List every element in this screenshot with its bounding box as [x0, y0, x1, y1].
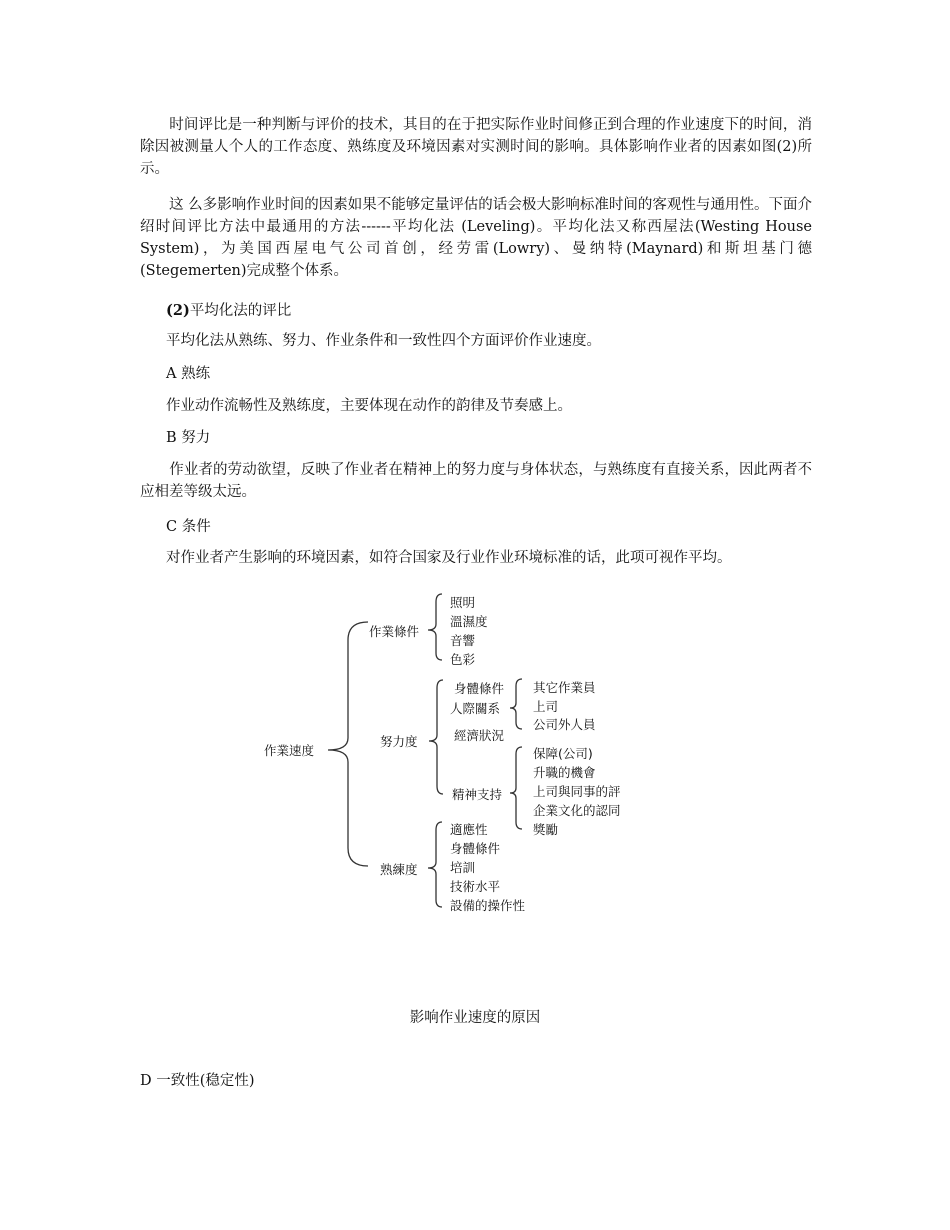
condition-item: 溫濕度	[450, 614, 488, 629]
spirit-item: 上司與同事的評	[533, 784, 621, 799]
paragraph-conditions: 对作业者产生影响的环境因素，如符合国家及行业作业环境标准的话，此项可视作平均。	[166, 550, 732, 566]
spirit-item: 保障(公司)	[533, 746, 593, 761]
heading-d-consistency: D 一致性(稳定性)	[140, 1073, 255, 1089]
paragraph-effort: 作业者的劳动欲望，反映了作业者在精神上的努力度与身体状态，与熟练度有直接关系，因此两者不应相差等级太远。	[140, 462, 812, 500]
condition-item: 照明	[450, 595, 476, 610]
paragraph-four-aspects: 平均化法从熟练、努力、作业条件和一致性四个方面评价作业速度。	[166, 333, 601, 349]
paragraph-skill: 作业动作流畅性及熟练度，主要体现在动作的韵律及节奏感上。	[166, 398, 572, 414]
spirit-item: 獎勵	[533, 822, 559, 837]
figure-caption: 影响作业速度的原因	[409, 1010, 541, 1026]
relations-bracket	[510, 679, 522, 729]
spirit-item: 企業文化的認同	[533, 803, 621, 818]
spirit-item: 升職的機會	[533, 765, 596, 780]
economy-label: 經濟狀況	[454, 728, 505, 743]
paragraph-time-rating: 时间评比是一种判断与评价的技术，其目的在于把实际作业时间修正到合理的作业速度下的时间，消除因被测量人个人的工作态度、熟练度及环境因素对实测时间的影响。具体影响作业者的因素如图(2)所示。	[140, 117, 812, 177]
heading-a-skill: A 熟练	[166, 366, 211, 382]
effort-bracket	[429, 680, 443, 794]
skill-label: 熟練度	[380, 862, 418, 877]
paragraph-leveling-intro: 这 么多影响作业时间的因素如果不能够定量评估的话会极大影响标准时间的客观性与通用性。下面介绍时间评比方法中最通用的方法------平均化法 (Leveling)。平均化法又称西屋法(Westing House System)，为美国西屋电气公司首创，经劳雷(Lowry)、曼纳特(Maynard)和斯坦基门德(Stegemerten)完成整个体系。	[140, 197, 812, 279]
relations-item: 其它作業員	[533, 680, 596, 695]
conditions-bracket	[428, 594, 442, 660]
main-bracket	[328, 622, 368, 866]
spirit-bracket	[510, 747, 522, 829]
relations-item: 公司外人員	[533, 717, 596, 732]
heading-c-conditions: C 条件	[166, 519, 211, 535]
effort-label: 努力度	[380, 734, 418, 749]
relations-item: 上司	[533, 699, 559, 714]
skill-bracket	[428, 822, 442, 907]
skill-item: 身體條件	[450, 841, 501, 856]
condition-item: 音響	[450, 633, 476, 648]
section-number: (2)	[166, 302, 190, 319]
spirit-label: 精神支持	[452, 787, 503, 802]
root-label: 作業速度	[264, 743, 315, 758]
skill-item: 技術水平	[450, 879, 501, 894]
relations-label: 人際關系	[450, 701, 501, 716]
condition-item: 色彩	[450, 652, 476, 667]
skill-item: 培訓	[450, 860, 476, 875]
work-conditions-label: 作業條件	[369, 624, 420, 639]
skill-item: 適應性	[450, 822, 488, 837]
skill-item: 設備的操作性	[450, 898, 526, 913]
heading-b-effort: B 努力	[166, 430, 211, 446]
body-condition-label: 身體條件	[454, 681, 505, 696]
section-title: 平均化法的评比	[189, 303, 292, 319]
